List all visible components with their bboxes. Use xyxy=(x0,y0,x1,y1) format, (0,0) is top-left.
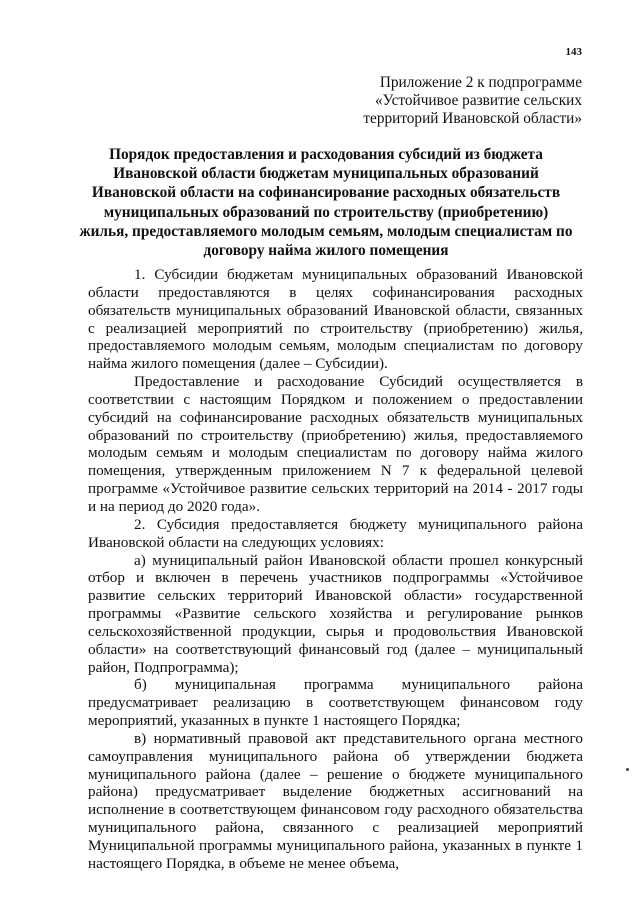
paragraph-provision: Предоставление и расходование Субсидий осуществляется в соответствии с настоящим Порядком и положением о предоставлении субсидий на софинансирование расходных обязательств муниципальных образований по строительству (приобретению) жилья, предоставляемого молодым семьям и молодым специалистам по договору найма жилого помещения, утвержденным приложением N 7 к федеральной целевой программе «Устойчивое развитие сельских территорий на 2014 - 2017 годы и на период до 2020 года». xyxy=(88,373,583,515)
title-line: муниципальных образований по строительству (приобретению) xyxy=(103,203,549,221)
body-text xyxy=(88,266,583,873)
appendix-line: «Устойчивое развитие сельских xyxy=(374,92,582,109)
appendix-header xyxy=(242,74,582,128)
title-line: договору найма жилого помещения xyxy=(203,242,449,260)
scan-speck xyxy=(626,768,629,771)
paragraph-condition-b: б) муниципальная программа муниципального района предусматривает реализацию в соответствующем финансовом году мероприятий, указанных в пункте 1 настоящего Порядка; xyxy=(88,676,583,730)
title-line: Ивановской области бюджетам муниципальных образований xyxy=(113,165,539,183)
paragraph-condition-a: а) муниципальный район Ивановской области прошел конкурсный отбор и включен в перечень участников подпрограммы «Устойчивое развитие сельских территорий Ивановской области» государственной программы «Развитие сельского хозяйства и регулирование рынков сельскохозяйственной продукции, сырья и продовольствия Ивановской области» на соответствующий финансовый год (далее – муниципальный район, Подпрограмма); xyxy=(88,551,583,676)
page-number: 143 xyxy=(565,46,582,58)
paragraph-condition-c: в) нормативный правовой акт представительного органа местного самоуправления муниципального района об утверждении бюджета муниципального района (далее – решение о бюджете муниципального района) предусматривает выделение бюджетных ассигнований на исполнение в соответствующем финансовом году расходного обязательства муниципального района, связанного с реализацией мероприятий Муниципальной программы муниципального района, указанных в пункте 1 настоящего Порядка, в объеме не менее объема, xyxy=(88,729,583,872)
paragraph-clause-1: 1. Субсидии бюджетам муниципальных образований Ивановской области предоставляются в целях софинансирования расходных обязательств муниципальных образований Ивановской области, связанных с реализацией мероприятий по строительству (приобретению) жилья, предоставляемого молодым семьям, молодым специалистам по договору найма жилого помещения (далее – Субсидии). xyxy=(88,266,583,373)
document-title xyxy=(70,145,582,260)
paragraph-clause-2: 2. Субсидия предоставляется бюджету муниципального района Ивановской области на следующих условиях: xyxy=(88,515,583,551)
title-line: Порядок предоставления и расходования субсидий из бюджета xyxy=(109,146,543,163)
title-line: жилья, предоставляемого молодым семьям, молодым специалистам по xyxy=(79,222,573,240)
title-line: Ивановской области на софинансирование расходных обязательств xyxy=(91,184,561,202)
appendix-line: территорий Ивановской области» xyxy=(363,110,582,127)
appendix-line: Приложение 2 к подпрограмме xyxy=(379,74,582,91)
